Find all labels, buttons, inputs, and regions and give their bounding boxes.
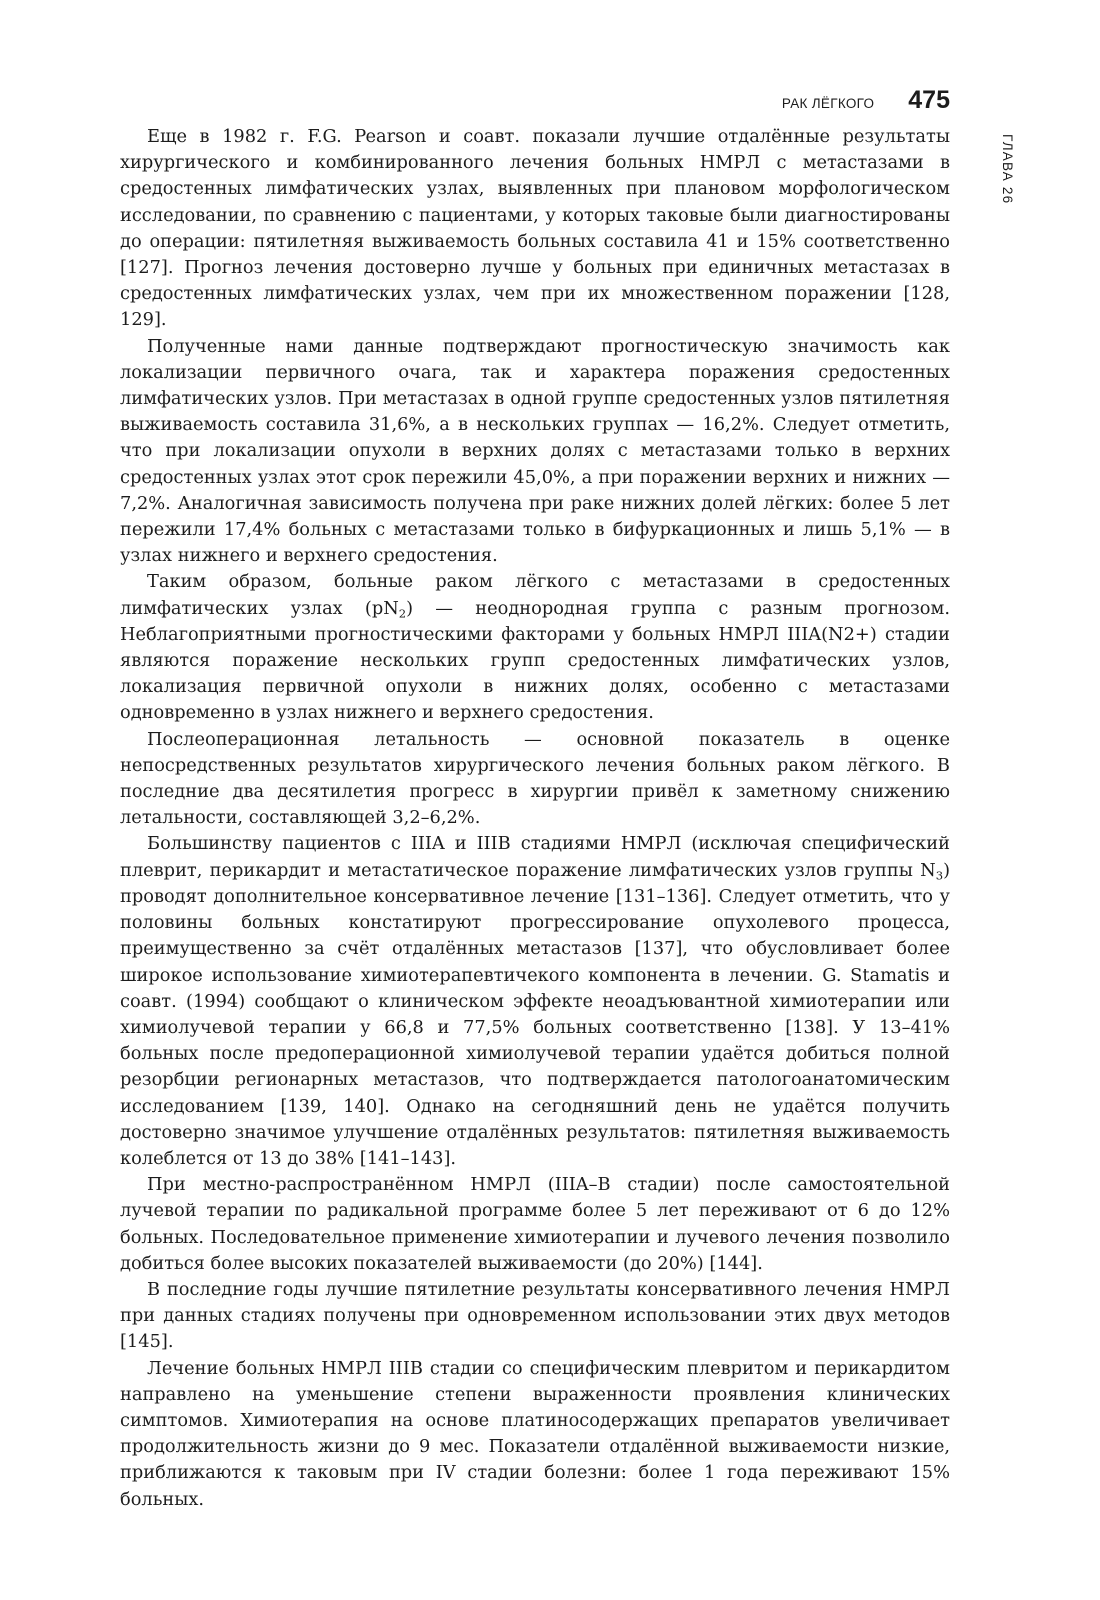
paragraph-own-data: Полученные нами данные подтверждают прогностическую значимость как локализации первичного очага, так и характера поражения средостенных лимфатических узлов. При метастазах в одной группе средостенных узлов пятилетняя выживаемость составила 31,6%, а в нескольких группах — 16,2%. Следует отметить, что при локализации опухоли в верхних долях с метастазами только в верхних средостенных узлах этот срок пережили 45,0%, а при поражении верхних и нижних — 7,2%. Аналогичная зависимость получена при раке нижних долей лёгких: более 5 лет пережили 17,4% больных с метастазами только в бифуркационных и лишь 5,1% — в узлах нижнего и верхнего средостения.: [120, 335, 950, 567]
paragraph-combined-methods: В последние годы лучшие пятилетние результаты консервативного лечения НМРЛ при данных стадиях получены при одновременном использовании этих двух методов [145].: [120, 1278, 950, 1353]
running-head: [120, 86, 950, 115]
page-number: 475: [908, 86, 950, 114]
subscript: 2: [398, 606, 407, 621]
paragraph-text: ) проводят дополнительное консервативное лечение [131–136]. Следует отметить, что у половины больных констатируют прогрессирование опухолевого процесса, преимущественно за счёт отдалённых метастазов [137], что обусловливает более широкое использование химиотерапевтичекого компонента в лечении. G. Stamatis и соавт. (1994) сообщают о клиническом эффекте неоадъювантной химиотерапии или химиолучевой терапии у 66,8 и 77,5% больных соответственно [138]. У 13–41% больных после предоперационной химиолучевой терапии удаётся добиться полной резорбции регионарных метастазов, что подтверждается патологоанатомическим исследованием [139, 140]. Однако на сегодняшний день не удаётся получить достоверно значимое улучшение отдалённых результатов: пятилетняя выживаемость колеблется от 13 до 38% [141–143].: [120, 859, 950, 1169]
subscript: 3: [935, 868, 944, 883]
paragraph-stage-iiib-treatment: Лечение больных НМРЛ IIIB стадии со специфическим плевритом и перикардитом направлено на уменьшение степени выраженности проявления клинических симптомов. Химиотерапия на основе платиносодержащих препаратов увеличивает продолжительность жизни до 9 мес. Показатели отдалённой выживаемости низкие, приближаются к таковым при IV стадии болезни: более 1 года переживают 15% больных.: [120, 1357, 950, 1510]
paragraph-pearson-results: Еще в 1982 г. F.G. Pearson и соавт. показали лучшие отдалённые результаты хирургического и комбинированного лечения больных НМРЛ с метастазами в средостенных лимфатических узлах, выявленных при плановом морфологическом исследовании, по сравнению с пациентами, у которых таковые были диагностированы до операции: пятилетняя выживаемость больных составила 41 и 15% соответственно [127]. Прогноз лечения достоверно лучше у больных при единичных метастазах в средостенных лимфатических узлах, чем при их множественном поражении [128, 129].: [120, 126, 950, 331]
paragraph-pn2-prognosis: [120, 569, 950, 726]
paragraph-text: Большинству пациентов с IIIA и IIIB стадиями НМРЛ (исключая специфический плеврит, перикардит и метастатическое поражение лимфатических узлов группы N: [120, 833, 950, 881]
paragraph-text: ) — неоднородная группа с разным прогнозом. Неблагоприятными прогностическими факторами у больных НМРЛ IIIA(N2+) стадии являются поражение нескольких групп средостенных лимфатических узлов, локализация первичной опухоли в нижних долях, особенно с метастазами одновременно в узлах нижнего и верхнего средостения.: [120, 597, 950, 724]
body-text: [120, 124, 950, 1513]
running-head-section-title: РАК ЛЁГКОГО: [781, 96, 875, 111]
paragraph-radiotherapy: При местно-распространённом НМРЛ (IIIA–B стадии) после самостоятельной лучевой терапии по радикальной программе более 5 лет переживают от 6 до 12% больных. Последовательное применение химиотерапии и лучевого лечения позволило добиться более высоких показателей выживаемости (до 20%) [144].: [120, 1174, 950, 1274]
paragraph-text: Таким образом, больные раком лёгкого с метастазами в средостенных лимфатических узлах (pN: [120, 571, 950, 619]
paragraph-postoperative-mortality: Послеоперационная летальность — основной показатель в оценке непосредственных результатов хирургического лечения больных раком лёгкого. В последние два десятилетия прогресс в хирургии привёл к заметному снижению летальности, составляющей 3,2–6,2%.: [120, 728, 950, 829]
paragraph-conservative-treatment: [120, 831, 950, 1172]
chapter-side-label: ГЛАВА 26: [1000, 134, 1015, 205]
